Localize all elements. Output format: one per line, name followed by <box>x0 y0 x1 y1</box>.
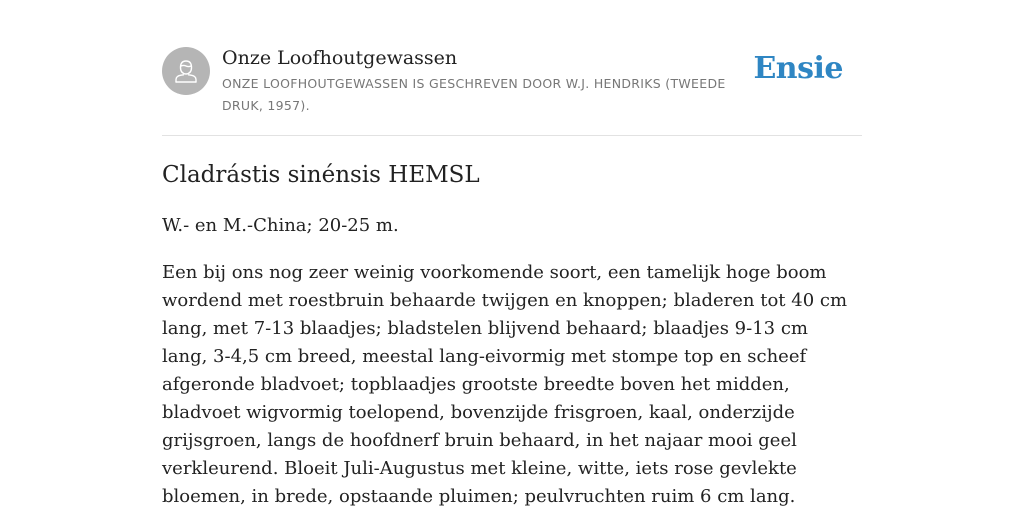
entry-paragraph-description: Een bij ons nog zeer weinig voorkomende soort, een tamelijk hoge boom wordend met roestbruin behaarde twijgen en knoppen; bladeren tot 40 cm lang, met 7-13 blaadjes; bladstelen blijvend behaard; blaadjes 9-13 cm lang, 3-4,5 cm breed, meestal lang-eivormig met stompe top en scheef afgeronde bladvoet; topblaadjes grootste breedte boven het midden, bladvoet wigvormig toelopend, bovenzijde frisgroen, kaal, onderzijde grijsgroen, langs de hoofdnerf bruin behaard, in het najaar mooi geel verkleurend. Bloeit Juli-Augustus met kleine, witte, iets rose gevlekte bloemen, in brede, opstaande pluimen; peulvruchten ruim 6 cm lang. <box>162 262 848 507</box>
source-header <box>162 46 862 118</box>
book-title[interactable]: Onze Loofhoutgewassen <box>222 47 458 69</box>
book-description: ONZE LOOFHOUTGEWASSEN IS GESCHREVEN DOOR W.J. HENDRIKS (TWEEDE DRUK, 1957). <box>222 76 726 113</box>
entry-content <box>162 157 862 511</box>
entry-title: Cladrástis sinénsis HEMSL <box>162 162 480 188</box>
entry-paragraph-region: W.- en M.-China; 20-25 m. <box>162 215 399 236</box>
user-silhouette-icon[interactable] <box>162 47 210 95</box>
ensie-logo-link[interactable]: Ensie <box>753 51 843 86</box>
header-divider <box>162 135 862 136</box>
